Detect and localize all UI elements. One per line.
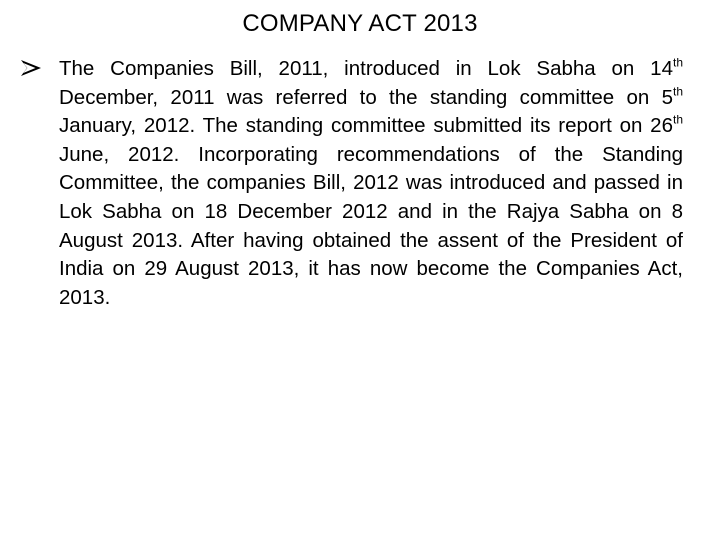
arrow-bullet-icon — [18, 55, 44, 81]
ordinal-suffix: th — [672, 112, 683, 127]
bullet-text-part: December, 2011 was referred to the standing committee on 5 — [59, 85, 673, 109]
slide-title: COMPANY ACT 2013 — [242, 10, 478, 37]
bullet-text — [59, 55, 683, 312]
bullet-text-part: June, 2012. Incorporating recommendations of the Standing Committee, the companies Bill, 2012 was introduced and passed in Lok Sabha on 18 December 2012 and in the Rajya Sabha on 8 August 2013. After having obtained the assent of the President of India on 29 August 2013, it has now become the Companies Act, 2013. — [59, 142, 683, 309]
ordinal-suffix: th — [672, 55, 683, 70]
ordinal-suffix: th — [672, 84, 683, 99]
bullet-text-part: The Companies Bill, 2011, introduced in Lok Sabha on 14 — [59, 57, 673, 80]
bullet-text-part: January, 2012. The standing committee submitted its report on 26 — [59, 114, 673, 138]
